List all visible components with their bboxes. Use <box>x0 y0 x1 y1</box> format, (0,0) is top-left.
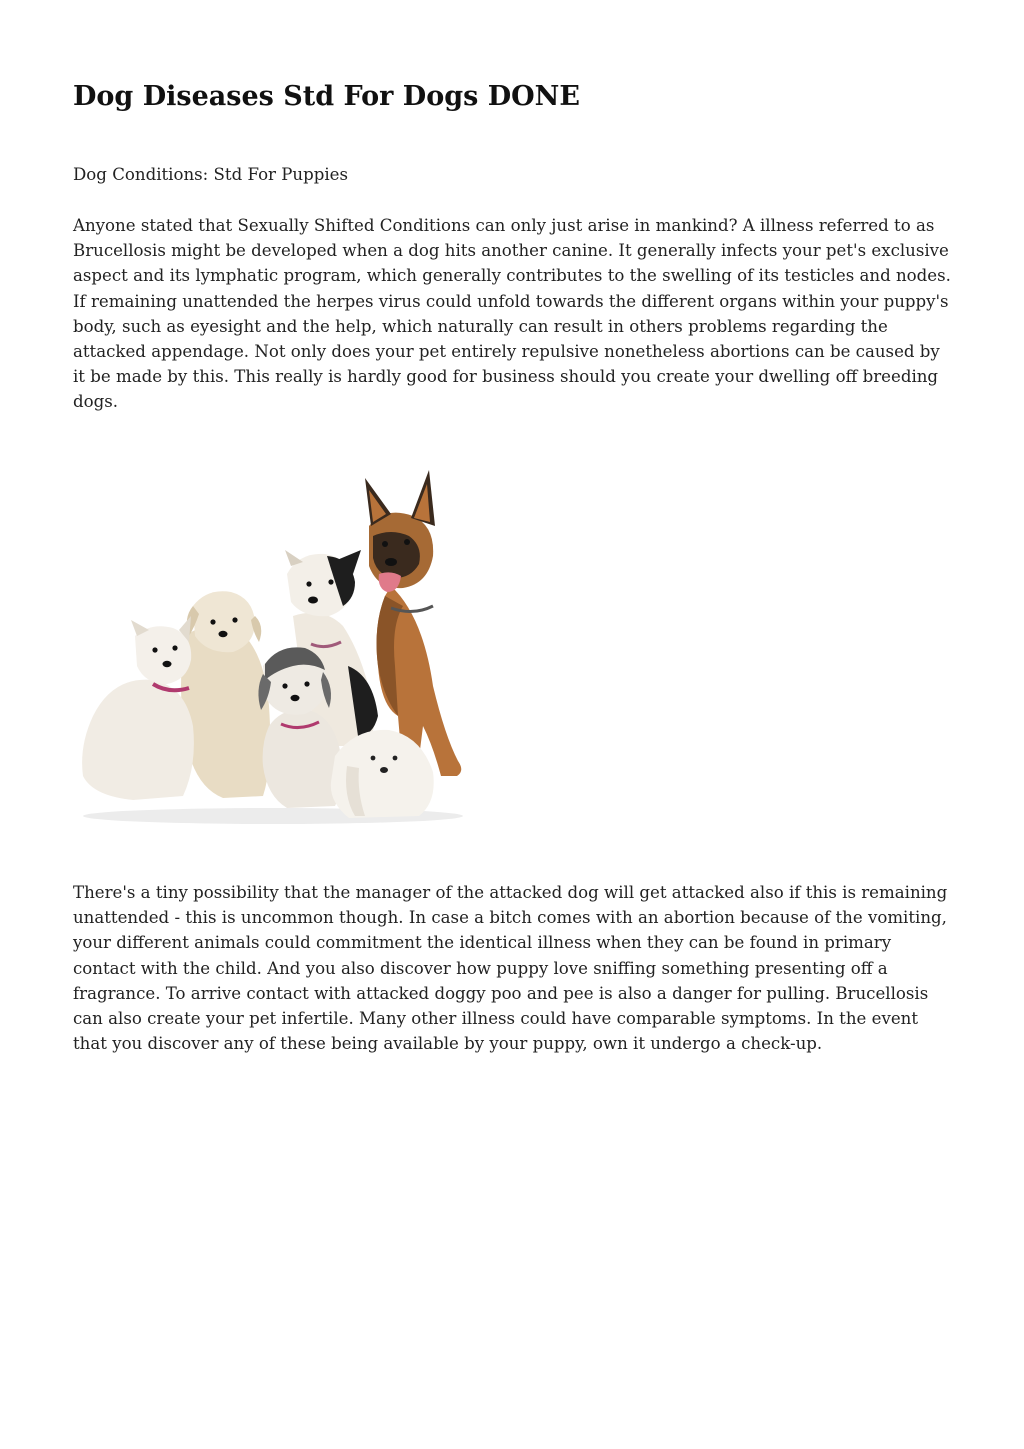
paragraph-1: Anyone stated that Sexually Shifted Conditions can only just arise in mankind? A illness referred to as Brucellosis might be developed when a dog hits another canine. It generally infects your pet's exclusive aspect and its lymphatic program, which generally contributes to the swelling of its testicles and nodes. If remaining unattended the herpes virus could unfold towards the different organs within your puppy's body, such as eyesight and the help, which naturally can result in others problems regarding the attacked appendage. Not only does your pet entirely repulsive nonetheless abortions can be caused by it be made by this. This really is hardly good for business should you create your dwelling off breeding dogs. <box>73 216 951 412</box>
white-terrier-dog <box>82 616 194 800</box>
dogs-illustration <box>73 466 489 826</box>
cream-terrier-dog <box>181 591 270 798</box>
document-subtitle: Dog Conditions: Std For Puppies <box>73 165 349 184</box>
document-title: Dog Diseases Std For Dogs DONE <box>73 81 580 112</box>
dogs-photo <box>73 466 489 826</box>
paragraph-2: There's a tiny possibility that the manager of the attacked dog will get attacked also if this is remaining unattended - this is uncommon though. In case a bitch comes with an abortion because of the vomiting, your different animals could commitment the identical illness when they can be found in primary contact with the child. And you also discover how puppy love sniffing something presenting off a fragrance. To arrive contact with attacked doggy poo and pee is also a danger for pulling. Brucellosis can also create your pet infertile. Many other illness could have comparable symptoms. In the event that you discover any of these being available by your puppy, own it undergo a check-up. <box>73 883 948 1054</box>
